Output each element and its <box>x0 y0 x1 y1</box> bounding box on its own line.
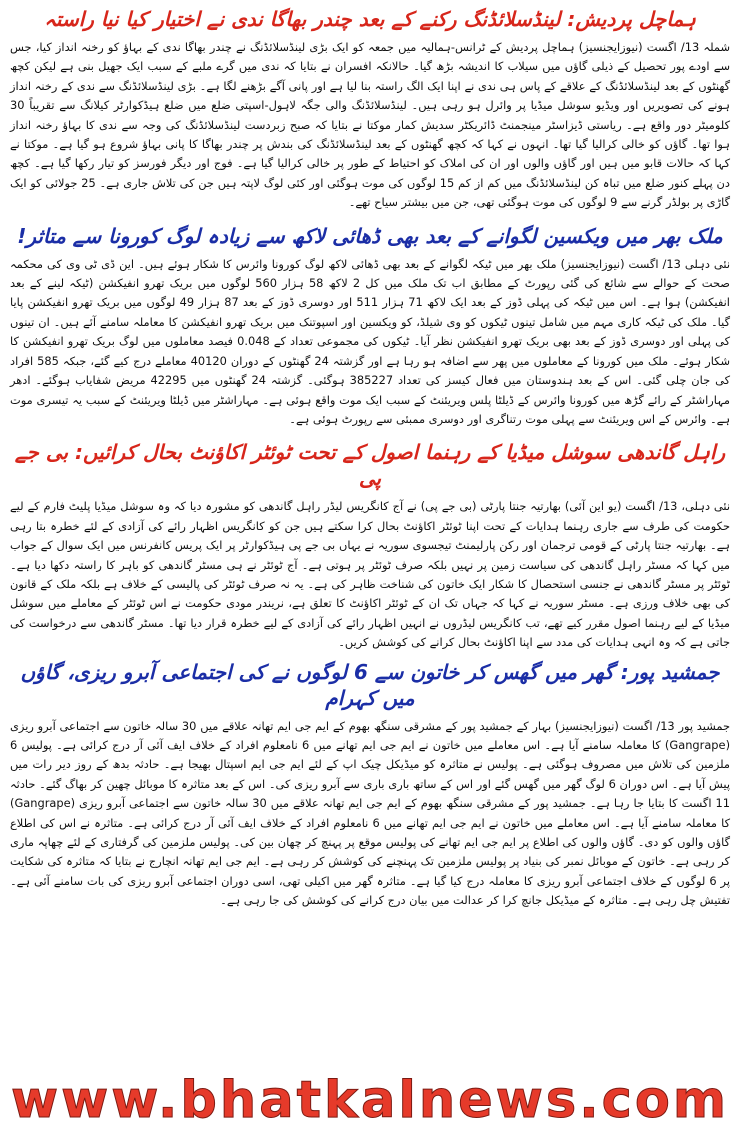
article-body: شملہ 13/ اگست (نیوزایجنسیز) ہماچل پردیش کے ٹرانس-ہمالیہ میں جمعہ کو ایک بڑی لینڈسلائڈنگ نے چندر بھاگا ندی کے بہاؤ کو رخنہ انداز کیا، جس سے اودے پور تحصیل کے ذیلی گاؤں میں سیلاب کا اندیشہ بڑھ گیا۔ حالانکہ افسران نے بتایا کہ ندی میں گرے ملبے کے سبب ایک جھیل بنی ہے لیکن کچھ گھنٹوں کے بعد لینڈسلائڈنگ کے علاقے کے پاس ہی ندی نے اپنا ایک الگ راستہ بنا لیا ہے اور پانی آگے بڑھنے لگا ہے۔ بڑی لینڈسلائڈنگ سے ندی کے رخنہ انداز ہونے کی تصویریں اور ویڈیو سوشل میڈیا پر وائرل ہو رہی ہیں۔ لینڈسلائڈنگ والی جگہ لاہول-اسپتی ضلع میں ضلع ہیڈکوارٹر کیلانگ سے تقریباً 30 کلومیٹر دور واقع ہے۔ ریاستی ڈیزاسٹر مینجمنٹ ڈائریکٹر سدیش کمار موکتا نے بتایا کہ صبح زبردست لینڈسلائڈنگ کی وجہ سے ندی کا بہاؤ رخنہ انداز ہوا تھا۔ گاؤں کو خالی کرالیا گیا تھا۔ انہوں نے کہا کہ کچھ گھنٹوں کے بعد لینڈسلائڈنگ کی بندش پر چندر بھاگا کا پانی بہاؤ شروع ہو گیا ہے۔ موکتا نے کہا کہ حالات قابو میں ہیں اور گاؤں والوں اور ان کی املاک کو احتیاط کے طور پر خالی کرالیا گیا ہے۔ فوج اور دیگر فورسز کو تیار رکھا گیا ہے۔ کچھ دن پہلے کنور ضلع میں تباہ کن لینڈسلائڈنگ میں کم از کم 15 لوگوں کی موت ہوگئی اور کئی لوگ لاپتہ ہیں جن کی تلاش جاری ہے۔ 25 جولائی کو ایک گاڑی پر بولڈر گرنے سے 9 لوگوں کی موت ہوگئی تھی، جن میں بیشتر سیاح تھے۔ <box>10 40 730 210</box>
article-body: جمشید پور 13/ اگست (نیوزایجنسیز) بہار کے جمشید پور کے مشرقی سنگھ بھوم کے ایم جی ایم تھانہ علاقے میں 30 سالہ خاتون سے اجتماعی آبرو ریزی (Gangrape) کا معاملہ سامنے آیا ہے۔ اس معاملے میں خاتون نے ایم جی ایم تھانے میں 6 نامعلوم افراد کے خلاف ایف آئی آر درج کرائی ہے۔ پولیس 6 ملزمین کی تلاش میں مصروف ہوگئی ہے۔ پولیس نے متاثرہ کو میڈیکل چیک اپ کے لئے ایم جی ایم اسپتال بھیجا ہے۔ حادثہ بدھ کے روز دیر رات میں پیش آیا ہے۔ اس دوران 6 لوگ گھر میں گھس گئے اور اس کے ساتھ باری باری سے آبرو ریزی کی۔ اس کے بعد متاثرہ کا موبائل چھین کر بھاگ گئے۔ حادثہ 11 اگست کا بتایا جا رہا ہے۔ جمشید پور کے مشرقی سنگھ بھوم کے ایم جی ایم تھانہ علاقے میں 30 سالہ خاتون سے اجتماعی آبرو ریزی (Gangrape) کا معاملہ سامنے آیا ہے۔ اس معاملے میں خاتون نے ایم جی ایم تھانے میں 6 نامعلوم افراد کے خلاف ایف آئی آر درج کرائی ہے۔ متاثرہ نے اس کی اطلاع گاؤں والوں کو دی۔ گاؤں والوں کی اطلاع پر ایم جی ایم تھانے کی پولیس موقع پر پہنچ کر چھان بین کی۔ پولیس ملزمین کی گرفتاری کے لئے چھاپہ ماری کر رہی ہے۔ خاتون کے موبائل نمبر کی بنیاد پر پولیس ملزمین تک پہنچنے کی کوشش کر رہی ہے۔ ایم جی ایم تھانہ انچارج نے بتایا کہ متاثرہ کی شکایت پر 6 لوگوں کے خلاف اجتماعی آبرو ریزی کا معاملہ درج کیا گیا ہے۔ متاثرہ گھر میں اکیلی تھی، اسی دوران اجتماعی آبرو ریزی کی بات سامنے آئی ہے۔ تفتیش چل رہی ہے۔ متاثرہ کے میڈیکل جانچ کرا کر عدالت میں بیان درج کرانے کی کوشش کی جا رہی ہے۔ <box>10 718 731 908</box>
article-body: نئی دہلی 13/ اگست (نیوزایجنسیز) ملک بھر میں ٹیکہ لگوانے کے بعد بھی ڈھائی لاکھ لوگ کورونا وائرس کا شکار ہوئے ہیں۔ این ڈی ٹی وی کی محکمہ صحت کے حوالے سے شائع کی گئی رپورٹ کے مطابق اب تک ملک میں کل 2 لاکھ 58 ہزار 560 لوگوں میں بریک تھرو انفیکشن (ٹیکہ لینے کے بعد انفیکشن) ہوا ہے۔ اس میں ٹیکہ کی پہلی ڈوز کے بعد ایک لاکھ 71 ہزار 511 اور دوسری ڈوز کے بعد 87 ہزار 49 لوگوں میں بریک تھرو انفیکشن پایا گیا۔ ملک کی ٹیکہ کاری مہم میں شامل تینوں ٹیکوں کو وی شیلڈ، کو ویکسین اور اسپوتنک میں بریک تھرو انفیکشن کا معاملہ سامنے آئے ہیں۔ ان تینوں کی پہلی اور دوسری ڈوز کے بعد بھی بریک تھرو انفیکشن نظر آیا۔ ٹیکوں کی مجموعی تعداد کے 0.048 فیصد معاملوں میں لوگ بریک تھرو انفیکشن کا شکار ہوئے۔ ملک میں کورونا کے معاملوں میں پھر سے اضافہ ہو رہا ہے اور گزشتہ 24 گھنٹوں کے دوران 40120 معاملے درج کیے گئے، جبکہ 585 افراد کی جان چلی گئی۔ اس کے بعد ہندوستان میں فعال کیسز کی تعداد 385227 ہوگئی۔ گزشتہ 24 گھنٹوں میں 42295 مریض شفایاب ہوگئے۔ ادھر مہاراشٹر کے رائے گڑھ میں کورونا وائرس کے ڈیلٹا پلس ویریئنٹ کے سبب ایک موت واقع ہوئی ہے۔ مہاراشٹر میں ڈیلٹا ویریئنٹ کے سبب یہ تیسری موت ہے۔ وائرس کے اس ویریئنٹ سے پہلی موت رتناگری اور دوسری ممبئی سے رپورٹ ہوئی ہے۔ <box>10 256 731 426</box>
article-body: نئی دہلی، 13/ اگست (یو این آئی) بھارتیہ جنتا پارٹی (بی جے پی) نے آج کانگریس لیڈر راہل گاندھی کو مشورہ دیا کہ وہ سوشل میڈیا پلیٹ فارم کے لیے حکومت کی طرف سے جاری رہنما ہدایات کے تحت اپنا ٹوئٹر اکاؤنٹ بحال کرا سکتے ہیں جن کو کانگریس اظہار رائے کی آزادی کے لئے خطرہ بتا رہی ہے۔ بھارتیہ جنتا پارٹی کے قومی ترجمان اور رکن پارلیمنٹ تیجسوی سوریہ نے یہاں بی جے پی ہیڈکوارٹر پر ایک پریس کانفرنس میں ایک سوال کے جواب میں کہا کہ مسٹر راہل گاندھی کی سیاست زمین پر نہیں بلکہ صرف ٹوئٹر پر ہوتی ہے۔ آج ٹوئٹر نے ہی مسٹر گاندھی کو باہر کا راستہ دکھا دیا ہے۔ ٹوئٹر پر مسٹر گاندھی نے جنسی استحصال کا شکار ایک خاتون کی شناخت ظاہر کی ہے۔ یہ نہ صرف ٹوئٹر کی پالیسی کے خلاف ہے بلکہ ملک کے قانون کی بھی خلاف ورزی ہے۔ مسٹر سوریہ نے کہا کہ جہاں تک ان کے ٹوئٹر اکاؤنٹ کا تعلق ہے، نریندر مودی حکومت نے اس ٹوئٹر کے معاملے میں سوشل میڈیا کے لیے رہنما اصول مقرر کیے تھے، تب کانگریس لیڈروں نے انہیں اظہار رائے کی آزادی کے لیے خطرہ قرار دیا تھا۔ مسٹر گاندھی سے درخواست کی جاتی ہے کہ وہ انہی ہدایات کی مدد سے اپنا اکاؤنٹ بحال کرانے کی کوشش کریں۔ <box>10 499 730 650</box>
article-headline: راہل گاندھی سوشل میڈیا کے رہنما اصول کے تحت ٹوئٹر اکاؤنٹ بحال کرائیں: بی جے پی <box>14 440 726 491</box>
article-vaccine-covid <box>10 223 730 430</box>
site-watermark: www.bhatkalnews.com <box>10 1071 730 1130</box>
article-himachal-landslide <box>10 6 730 213</box>
article-headline: ملک بھر میں ویکسین لگوانے کے بعد بھی ڈھائی لاکھ سے زیادہ لوگ کورونا سے متاثر! <box>17 223 723 248</box>
newspaper-page <box>0 6 740 1129</box>
site-footer <box>0 1073 740 1129</box>
article-headline: جمشید پور: گھر میں گھس کر خاتون سے 6 لوگوں نے کی اجتماعی آبرو ریزی، گاؤں میں کہرام <box>20 659 720 710</box>
article-jamshedpur <box>10 659 730 911</box>
article-rahul-gandhi-twitter <box>10 439 730 652</box>
article-headline: ہماچل پردیش: لینڈسلائڈنگ رکنے کے بعد چندر بھاگا ندی نے اختیار کیا نیا راستہ <box>44 7 696 31</box>
